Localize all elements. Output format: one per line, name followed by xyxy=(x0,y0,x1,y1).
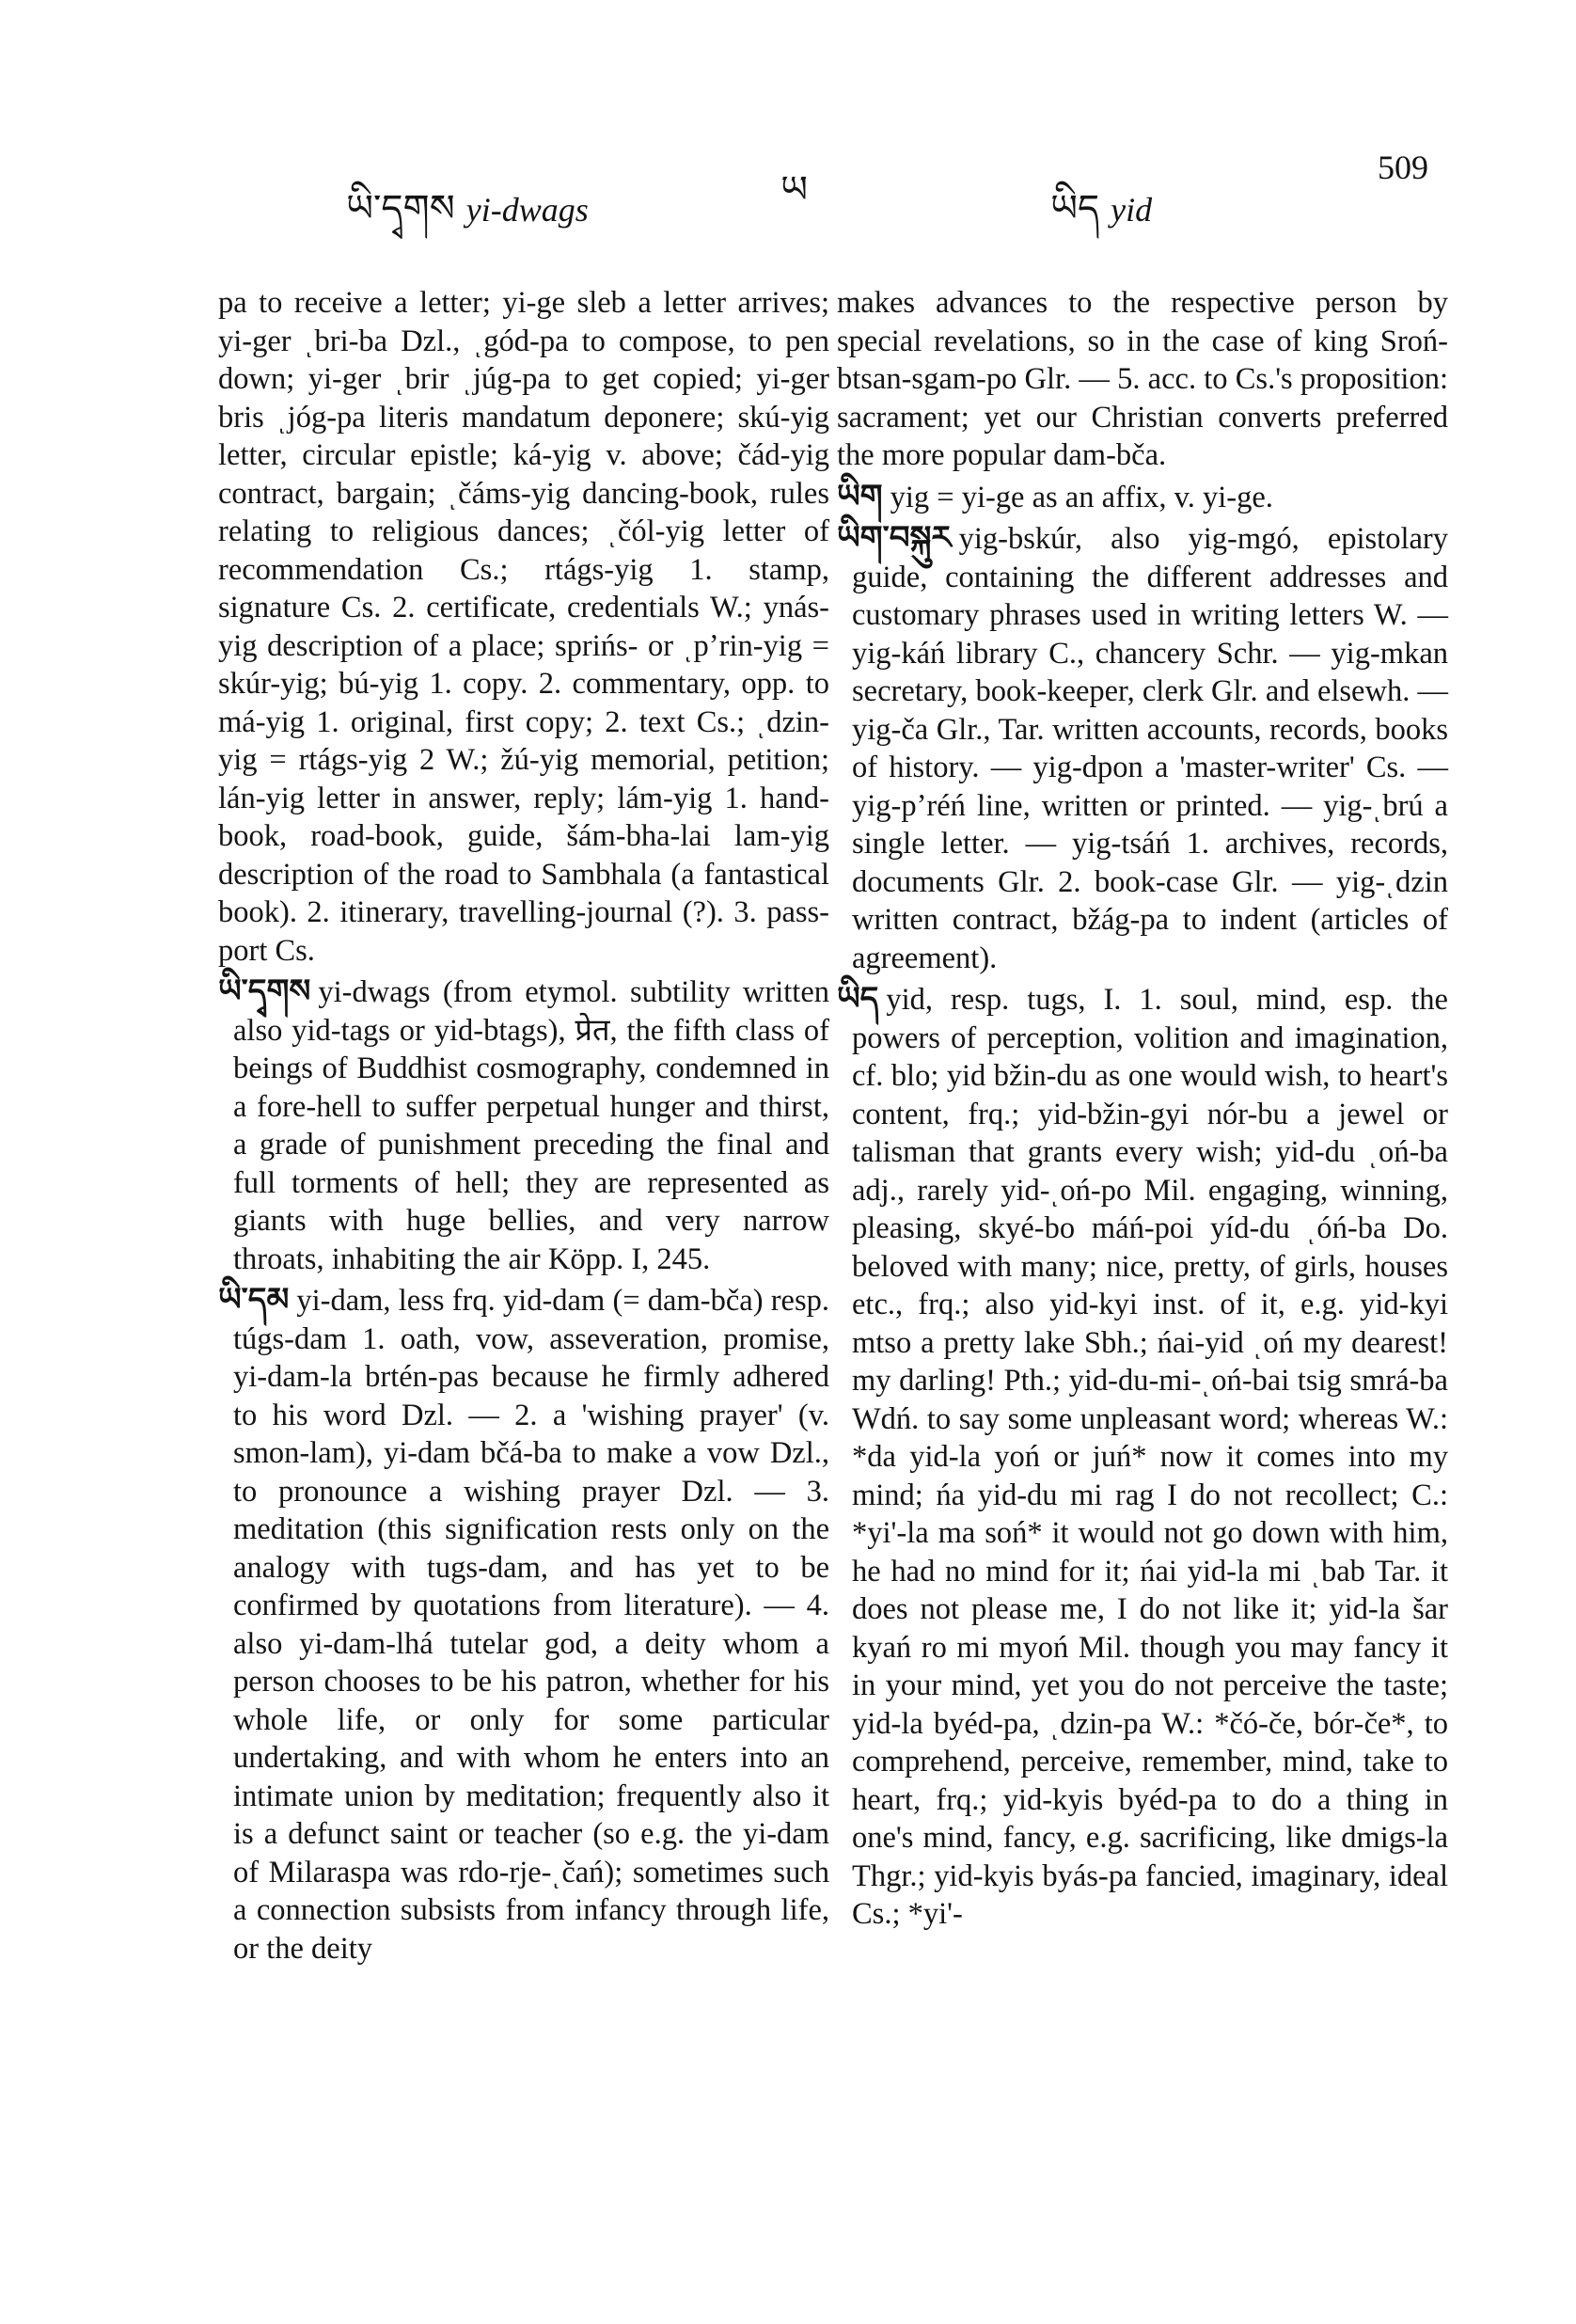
running-head-right xyxy=(1050,188,1152,230)
continued-entry-text: makes advances to the respective person by special revelations, so in the case of king Sroń-btsan-sgam-po Glr. — 5. acc. to Cs.'s proposition: sacrament; yet our Christian converts preferred the more popular dam-bča. xyxy=(837,286,1448,472)
entry-yi-dwags xyxy=(218,972,829,1278)
running-head-left-tibetan: ཡི་དྭགས xyxy=(346,187,455,230)
running-head-left-roman: yi-dwags xyxy=(465,191,589,229)
headword-tibetan: ཡིད xyxy=(837,980,879,1018)
entry-yid xyxy=(837,980,1448,1934)
headword-tibetan: ཡིག xyxy=(837,477,883,515)
continued-entry-text: pa to receive a letter; yi-ge sleb a letter arrives; yi-ger ͺbri-ba Dzl., ͺgód-pa to compose, to pen down; yi-ger ͺbrir ͺjúg-pa to get copied; yi-ger bris ͺjóg-pa literis mandatum deponere; skú-yig letter, circular epistle; ká-yig v. above; čád-yig contract, bargain; ͺčáms-yig dancing-book, rules relating to religious dances; ͺčól-yig letter of recommendation Cs.; rtágs-yig 1. stamp, signature Cs. 2. certificate, credentials W.; ynás-yig description of a place; sprińs- or ͺpʼrin-yig = skúr-yig; bú-yig 1. copy. 2. commentary, opp. to má-yig 1. original, first copy; 2. text Cs.; ͺdzin-yig = rtágs-yig 2 W.; žú-yig memorial, petition; lán-yig letter in answer, reply; lám-yig 1. hand-book, road-book, guide, šám-bha-lai lam-yig description of the road to Sambhala (a fantastical book). 2. itinerary, travelling-journal (?). 3. pass-port Cs. xyxy=(218,286,829,968)
right-column xyxy=(837,284,1448,1934)
entry-text: yig = yi-ge as an affix, v. yi-ge. xyxy=(890,480,1273,514)
running-head-right-roman: yid xyxy=(1111,191,1153,229)
headword-tibetan: ཡི་དྭགས xyxy=(218,972,311,1010)
entry-text: yi-dwags (from etymol. subtility written also yid-tags or yid-btags), प्रेत, the fifth class of beings of Buddhist cosmography, condemned in a fore-hell to suffer perpetual hunger and thirst, a grade of punishment preceding the final and full torments of hell; they are represented as giants with huge bellies, and very narrow throats, inhabiting the air Köpp. I, 245. xyxy=(233,975,829,1276)
entry-text: yid, resp. tugs, I. 1. soul, mind, esp. the powers of perception, volition and imagination, cf. blo; yid bžin-du as one would wish, to heart's content, frq.; yid-bžin-gyi nór-bu a jewel or talisman that grants every wish; yid-du ͺoń-ba adj., rarely yid-ͺoń-po Mil. engaging, winning, pleasing, skyé-bo máń-poi yíd-du ͺóń-ba Do. beloved with many; nice, pretty, of girls, houses etc., frq.; also yid-kyi inst. of it, e.g. yid-kyi mtso a pretty lake Sbh.; ńai-yid ͺoń my dearest! my darling! Pth.; yid-du-mi-ͺoń-bai tsig smrá-ba Wdń. to say some unpleasant word; whereas W.: *da yid-la yoń or juń* now it comes into my mind; ńa yid-du mi rag I do not recollect; C.: *yi'-la ma soń* it would not go down with him, he had no mind for it; ńai yid-la mi ͺbab Tar. it does not please me, I do not like it; yid-la šar kyań ro mi myoń Mil. though you may fancy it in your mind, yet you do not perceive the taste; yid-la byéd-pa, ͺdzin-pa W.: *čó-če, bór-če*, to comprehend, perceive, remember, mind, take to heart, frq.; yid-kyis byéd-pa to do a thing in one's mind, fancy, e.g. sacrificing, like dmigs-la Thgr.; yid-kyis byás-pa fancied, imaginary, ideal Cs.; *yi'- xyxy=(852,983,1448,1931)
page-number: 509 xyxy=(1378,149,1428,186)
entry-text: yig-bskúr, also yig-mgó, epistolary guide, containing the different addresses and customary phrases used in writing letters W. — yig-káń library C., chancery Schr. — yig-mkan secretary, book-keeper, clerk Glr. and elsewh. — yig-ča Glr., Tar. written accounts, records, books of history. — yig-dpon a 'master-writer' Cs. — yig-pʼréń line, written or printed. — yig-ͺbrú a single letter. — yig-tsáń 1. archives, records, documents Glr. 2. book-case Glr. — yig-ͺdzin written contract, bžág-pa to indent (articles of agreement). xyxy=(852,522,1448,975)
running-head-right-tibetan: ཡིད xyxy=(1050,187,1100,230)
headword-tibetan: ཡིག་བསྐུར xyxy=(837,519,952,557)
left-column xyxy=(218,284,829,1968)
entry-yig-bskur xyxy=(837,519,1448,977)
entry-yig xyxy=(837,478,1448,517)
entry-text: yi-dam, less frq. yid-dam (= dam-bča) resp. túgs-dam 1. oath, vow, asseveration, promise, yi-dam-la brtén-pas because he firmly adhered to his word Dzl. — 2. a 'wishing prayer' (v. smon-lam), yi-dam bčá-ba to make a vow Dzl., to pronounce a wishing prayer Dzl. — 3. meditation (this signification rests only on the analogy with tugs-dam, and has yet to be confirmed by quotations from literature). — 4. also yi-dam-lhá tutelar god, a deity whom a person chooses to be his patron, whether for his whole life, or only for some particular undertaking, and with whom he enters into an intimate union by meditation; frequently also it is a defunct saint or teacher (so e.g. the yi-dam of Milaraspa was rdo-rje-ͺčań); sometimes such a connection subsists from infancy through life, or the deity xyxy=(233,1284,829,1966)
running-head-left xyxy=(346,188,589,230)
section-letter: ཡ xyxy=(780,168,808,212)
entry-yi-dam xyxy=(218,1281,829,1968)
headword-tibetan: ཡི་དམ xyxy=(218,1281,290,1319)
